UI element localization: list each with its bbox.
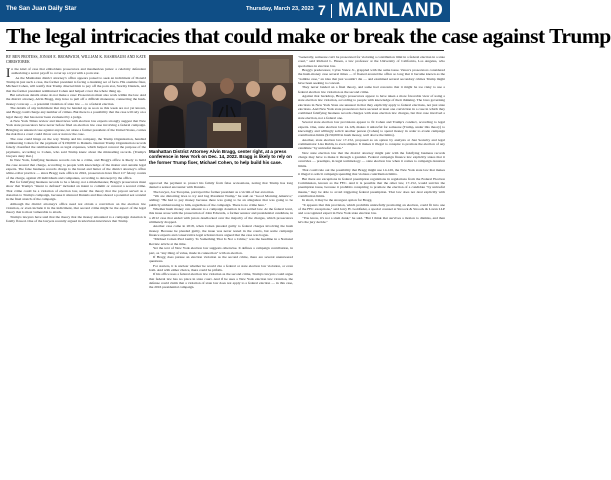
byline: BY BEN PROTESS, JONAH E. BROMWICH, WILLIAM K. RASHBAUM AND KATE CHRISTOBEK bbox=[6, 55, 146, 64]
body-paragraph: The case could hinge on the way Trump and his company, the Trump Organization, handled reimbursing Cohen for the payment of $130,000 to Daniels. Internal Trump Organization records falsely classified the reimbursements as legal expenses, which helped conceal the purpose of the payments, according to Cohen, who said Trump knew about the misleading records. (Trump's lawyers deny that.) bbox=[6, 136, 146, 158]
body-paragraph: The lawyer, Joe Tacopina, portrayed the former president as a victim of her extortion. bbox=[153, 189, 275, 194]
article-column-3 bbox=[298, 55, 445, 477]
body-paragraph: Although the district attorney's office need not obtain a conviction on the election law violation, or even include it in the indictment, that second crime might be the aspect of the legal theory that is most vulnerable to attack. bbox=[6, 201, 146, 215]
body-paragraph: Yet the text of New York election law suggests otherwise. It defines a campaign contribution, in part, as "any thing of value, made in connection" with an election. bbox=[149, 246, 293, 255]
article-column-1 bbox=[6, 55, 146, 477]
body-paragraph: "You know, it's not a slam dunk," he said. "But I think that survives a motion to dismiss, and then let's the jury decide." bbox=[298, 215, 445, 225]
issue-date: Thursday, March 23, 2023 bbox=[246, 6, 314, 12]
body-paragraph: That could rule out the possibility that Bragg might use 14-126, the New York state law that makes it illegal to solicit campaign spending that violates contribution limits. bbox=[298, 167, 445, 177]
lead-text: n the kind of case that emboldens prosecutors and mesmerizes juries: a celebrity defendant authorizing a secret payoff to cover up a tryst with a porn star. bbox=[11, 67, 146, 76]
lead-paragraph bbox=[6, 65, 146, 80]
article-headline: The legal intricacies that could make or break the case against Trump bbox=[6, 24, 611, 48]
body-paragraph: If Bragg does pursue an election violation as the second crime, there are several unanswered questions. bbox=[149, 254, 293, 264]
body-paragraph: Bragg's predecessor, Cyrus Vance Jr., grappled with the same issue. Vance's prosecutors considered the hush-money case several times — if floated around the office so long that it became known as the "zombie case," an idea that just wouldn't die — and examined several secondary crimes Trump might have been seeking to conceal. bbox=[298, 68, 445, 86]
body-paragraph: Several state election law provisions appear to fit Cohen and Trump's conduct, according to legal experts. One, state election law 14-126, makes it unlawful for someone (Trump, under this theory) to knowingly and willingly solicit another person (Cohen) to spend money in order to evade campaign contribution limits ($130,000 in hush money, well above the limits). bbox=[298, 120, 445, 138]
newspaper-name: The San Juan Daily Star bbox=[6, 5, 77, 12]
body-paragraph: In New York, falsifying business records can be a crime, and Bragg's office is likely to build the case around that charge, according to people with knowledge of the matter and outside legal experts. The false business records charge is the bread and butter of the district attorney's office white-collar practice — since Bragg took office in 2022, prosecutors have filed 117 felony counts of the charge, against 29 individuals and companies, according to data kept by the office. bbox=[6, 158, 146, 180]
body-paragraph: In short, it may be the strongest option for Bragg. bbox=[302, 198, 373, 203]
article-column-2 bbox=[149, 181, 293, 477]
body-paragraph: The details of any indictment that may be handed up as soon as this week are not yet known, and Bragg could charge any number of crimes. But there is a possibility that the case will rely on a legal theory that has never been evaluated by a judge. bbox=[6, 106, 146, 119]
body-paragraph: But salacious details alone do not make a case: Prosecutors must also work within the law. And the district attorney, Alvin Bragg, may have to pull off a difficult maneuver, connecting the hush-money cover-up — a potential violation of state law — to a federal election. bbox=[6, 93, 146, 106]
headline-rule bbox=[6, 50, 444, 51]
body-paragraph: "It appears that this provision, which prohibits unlawfully promoting an election, could fit into one of the FEC exceptions," said Jerry H. Goldfeder, a special counsel at Stroock & Stroock & Lavan LLP and a recognized expert in New York state election law. bbox=[298, 202, 445, 216]
body-paragraph: "Generally, someone can't be prosecuted for violating a contribution limit in a federal election in a state court," said Richard L. Hasen, a law professor at the University of California, Los Angeles, who specializes in election law. bbox=[298, 55, 445, 68]
drop-cap: I bbox=[6, 65, 11, 80]
section-title: MAINLAND bbox=[338, 0, 444, 21]
caption-rule bbox=[149, 176, 293, 177]
body-paragraph: But there are exceptions in federal preemption regulations in regulations from the Federal Election Commission, known as the FEC. And it is possible that the other law, 17-152, would survive the preemption issue, because it prohibits conspiring to promote the election of a candidate "by unlawful means," may be able to avoid triggering federal preemption. That law does not deal explicitly with contribution limits. bbox=[298, 176, 445, 198]
body-paragraph: For starters, it is unclear whether he would cite a federal or state election law violation, or even both. And with either choice, there could be pitfalls. bbox=[149, 263, 293, 272]
body-paragraph: Whether hush money can amount to a campaign donation is not settled law. At the federal level, this issue arose with the prosecution of John Edwards, a former senator and presidential candidate, in a 2012 case that ended with jurors deadlocked over the majority of the charges, which prosecutors ultimately dropped. bbox=[149, 207, 293, 225]
body-paragraph: "Michael Cohen Pled Guilty To Something That Is Not a Crime," was the headline in a National Review article at the time. bbox=[149, 237, 293, 246]
body-paragraph: New state election law that the district attorney might pair with the falsifying business records charge may have to make it through a gauntlet. Federal campaign finance law explicitly states that it overrides — preempts, in legal terminology — state election law when it comes to campaign donation limits. bbox=[298, 150, 445, 168]
body-paragraph: As the Manhattan district attorney's office appears poised to seek an indictment of Donald Trump in just such a case, the former president is facing a daunting set of facts. His onetime fixer, Michael Cohen, will testify that Trump directed him to pay off the porn star, Stormy Daniels, and that the former president reimbursed Cohen and helped cover the whole thing up. bbox=[6, 75, 146, 93]
news-photo bbox=[149, 55, 293, 148]
photo-caption: Manhattan District Attorney Alvin Bragg, center right, at a press conference in New York on Dec. 14, 2022. Bragg is likely to rely on the former Trump fixer, Michael Cohen, to help build his case. bbox=[149, 149, 292, 165]
page-number: 7 bbox=[318, 2, 326, 18]
section-banner bbox=[0, 0, 450, 22]
body-paragraph: A New York Times review and interviews with election law experts strongly suggest that New York state prosecutors have never before filed an election law case involving a federal campaign. Bringing an untested case against anyone, let alone a former president of the United States, carries the risk that a court could throw out or narrow the case. bbox=[6, 119, 146, 137]
body-paragraph: "We are distorting laws to try and bag President Trump," he said on "Good Morning America," adding: "He had to pay money because there was going to be an allegation that was going to be publicly embarrassing to him, regardless of the campaign. There is no crime here." bbox=[149, 194, 293, 207]
press-conference-image bbox=[149, 55, 293, 148]
body-paragraph: Against that backdrop, Bragg's prosecutors appear to have taken a more favorable view of using a state election law violation, according to people with knowledge of their thinking. The laws governing elections in New York State are unusual in that they explicitly apply to federal elections, not just state elections. And New York state prosecutors have secured at least one conviction in a case in which they combined falsifying business records charges with state election law charges, but that case involved a state election, not a federal one. bbox=[298, 94, 445, 120]
body-paragraph: approved the payment to protect his family from false accusations, noting that Trump has long denied a sexual encounter with Daniels. bbox=[149, 181, 293, 190]
body-paragraph: Another case came in 2018, when Cohen pleaded guilty to federal charges involving the hush money. Because he pleaded guilty, the issue was never tested in the courts, but some campaign finance experts and conservative legal scholars have argued that the case was bogus. bbox=[149, 224, 293, 238]
body-paragraph: If his office uses a federal election law violation as the second crime, Trump's lawyers could argue that federal law has no place in state court. And if he uses a New York election law violation, the defense could claim that a violation of state law does not apply to a federal election — in this case, the 2016 presidential campaign. bbox=[149, 272, 293, 290]
body-paragraph: Trump's lawyers have said that the theory that the money amounted to a campaign donation is fatally flawed. One of the lawyers recently argued in television interviews that Trump bbox=[6, 214, 146, 224]
body-paragraph: But for falsifying business records to be a felony, not a misdemeanor, Bragg's prosecutors must show that Trump's "intent to defraud" included an intent to commit or conceal a second crime. That crime could be a violation of election law, under the theory that the payout served as a donation to Trump's campaign, because it silenced Daniels and thus shored a potential sex scandal in the final stretch of the campaign. bbox=[6, 179, 146, 202]
body-paragraph: They never landed on a final theory, and some had concerns that it might be too risky to use a federal election law violation as the second crime. bbox=[298, 85, 445, 94]
banner-divider bbox=[331, 4, 332, 18]
body-paragraph: Another, state election law 17-152, proposed as an option by analysts at Just Security and legal commentator Lisa Rubin, is even simpler. It makes it illegal to conspire to promote the election of any candidate "by unlawful means." bbox=[298, 137, 445, 151]
